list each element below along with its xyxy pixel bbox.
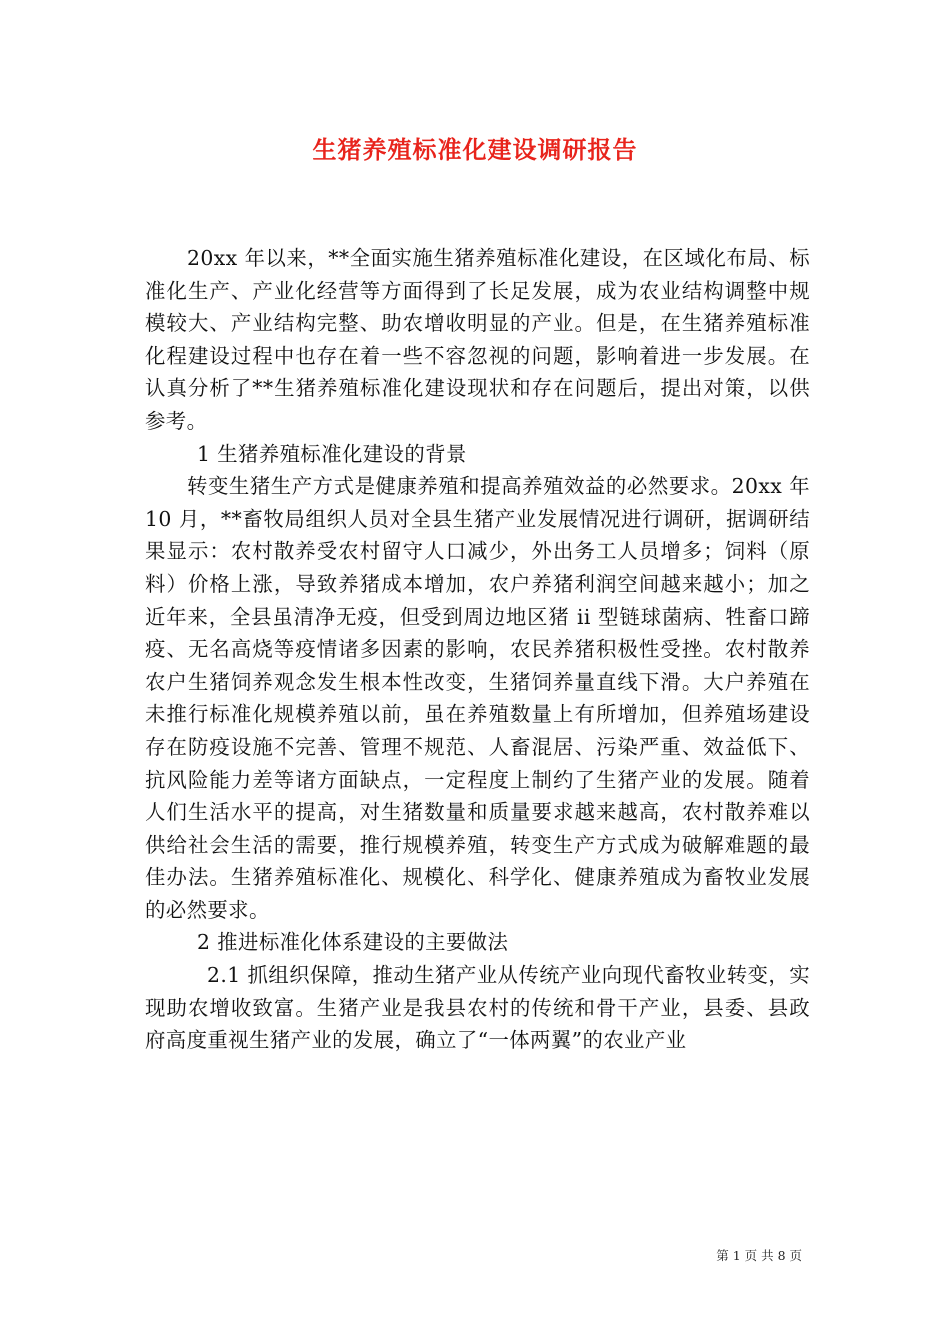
subsection-paragraph-2-1: 2.1 抓组织保障，推动生猪产业从传统产业向现代畜牧业转变，实现助农增收致富。生猪产业是我县农村的传统和骨干产业，县委、县政府高度重视生猪产业的发展，确立了“一体两翼”的农业产业 xyxy=(145,963,810,1053)
page-number-footer: 第 1 页 共 8 页 xyxy=(716,1248,802,1263)
section-heading-1: 1 生猪养殖标准化建设的背景 xyxy=(197,441,467,466)
section-heading-2: 2 推进标准化体系建设的主要做法 xyxy=(197,930,509,955)
background-paragraph: 转变生猪生产方式是健康养殖和提高养殖效益的必然要求。20xx 年 10 月，**畜牧局组织人员对全县生猪产业发展情况进行调研，据调研结果显示：农村散养受农村留守人口减少，外出务工人员增多；饲料（原料）价格上涨，导致养猪成本增加，农户养猪利润空间越来越小；加之近年来，全县虽清净无疫，但受到周边地区猪 ii 型链球菌病、牲畜口蹄疫、无名高烧等疫情诸多因素的影响，农民养猪积极性受挫。农村散养农户生猪饲养观念发生根本性改变，生猪饲养量直线下滑。大户养殖在未推行标准化规模养殖以前，虽在养殖数量上有所增加，但养殖场建设存在防疫设施不完善、管理不规范、人畜混居、污染严重、效益低下、抗风险能力差等诸方面缺点，一定程度上制约了生猪产业的发展。随着人们生活水平的提高，对生猪数量和质量要求越来越高，农村散养难以供给社会生活的需要，推行规模养殖，转变生产方式成为破解难题的最佳办法。生猪养殖标准化、规模化、科学化、健康养殖成为畜牧业发展的必然要求。 xyxy=(145,474,810,922)
intro-paragraph: 20xx 年以来，**全面实施生猪养殖标准化建设，在区域化布局、标准化生产、产业化经营等方面得到了长足发展，成为农业结构调整中规模较大、产业结构完整、助农增收明显的产业。但是，在生猪养殖标准化程建设过程中也存在着一些不容忽视的问题，影响着进一步发展。在认真分析了**生猪养殖标准化建设现状和存在问题后，提出对策，以供参考。 xyxy=(145,246,810,433)
page-title: 生猪养殖标准化建设调研报告 xyxy=(312,136,638,164)
document-body xyxy=(145,242,810,1057)
